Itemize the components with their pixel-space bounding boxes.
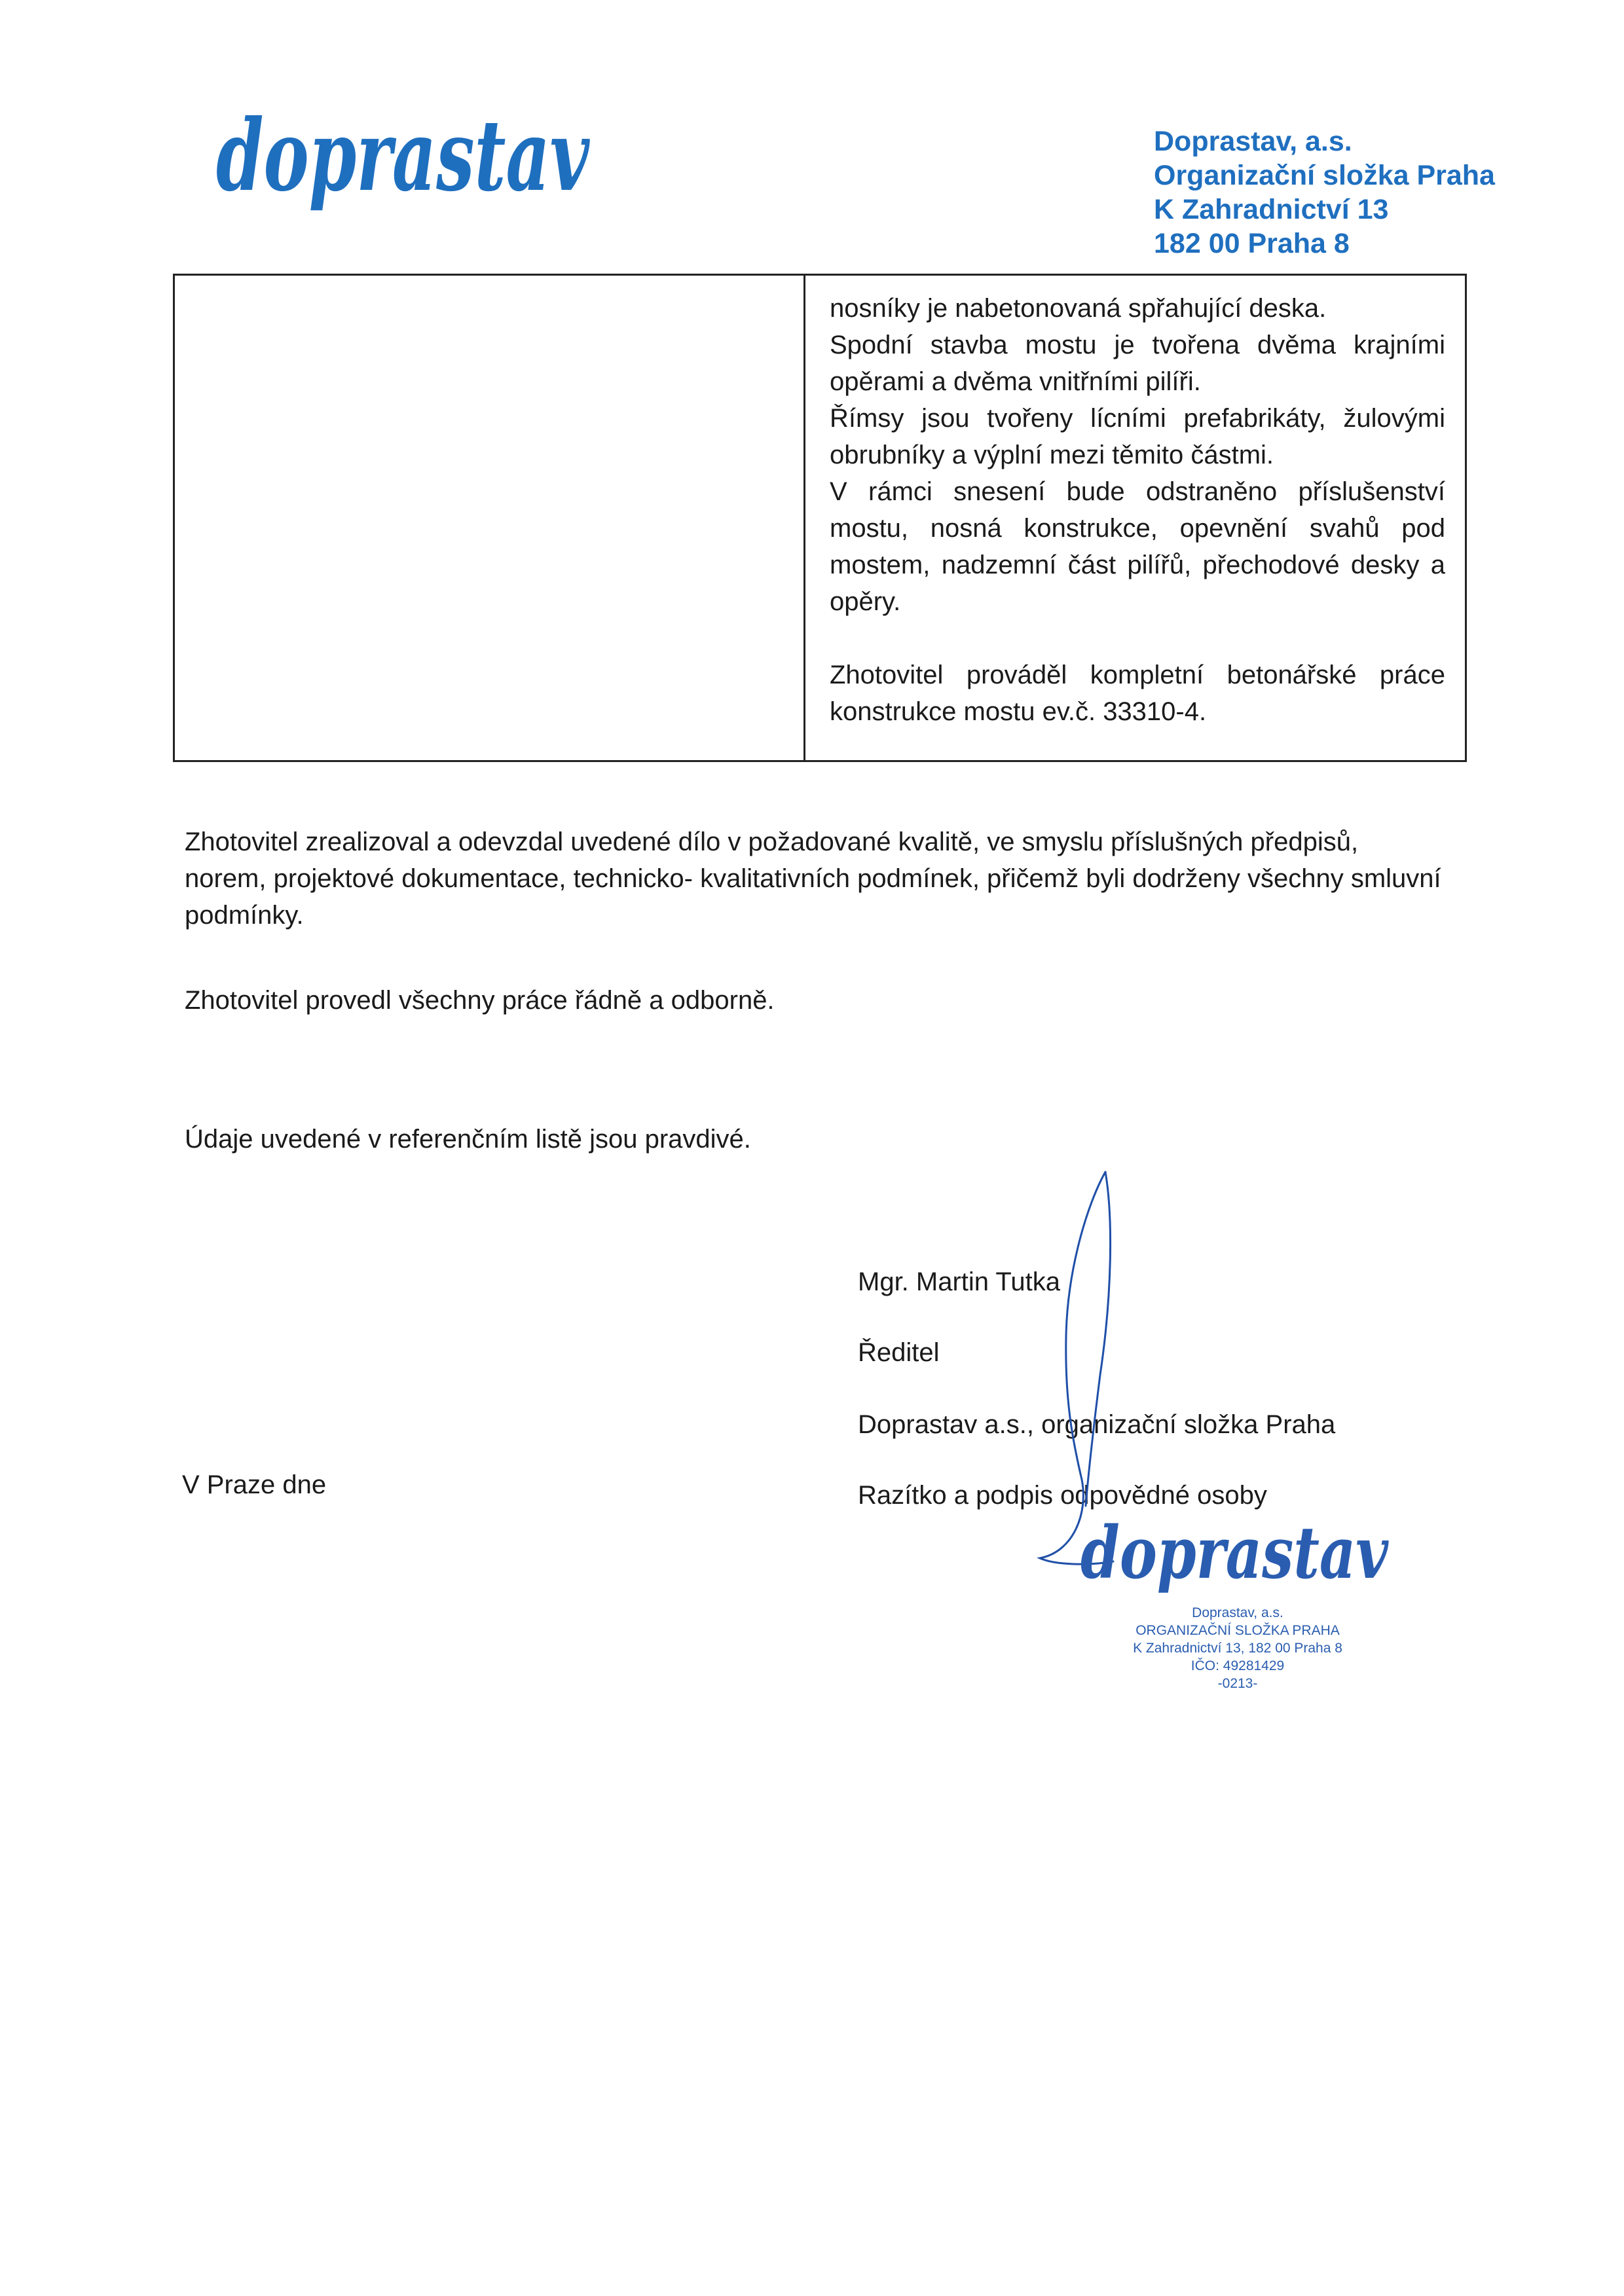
doprastav-logo xyxy=(216,92,596,229)
company-address xyxy=(1154,124,1495,261)
signatory-name: Mgr. Martin Tutka xyxy=(858,1267,1060,1296)
table-text-4: V rámci snesení bude odstraněno příslušenství mostu, nosná konstrukce, opevnění svahů pod mostem, nadzemní část pilířů, přechodové desky a opěry. xyxy=(830,477,1445,616)
signatory-organization: Doprastav a.s., organizační složka Praha xyxy=(858,1410,1336,1439)
table-text-1: nosníky je nabetonovaná spřahující deska. xyxy=(830,294,1327,323)
table-text-2: Spodní stavba mostu je tvořena dvěma krajními opěrami a dvěma vnitřními pilíři. xyxy=(830,331,1445,396)
signatory-title: Ředitel xyxy=(858,1338,940,1367)
stamp-line-5: -0213- xyxy=(1217,1676,1258,1691)
place-date: V Praze dne xyxy=(182,1470,327,1499)
stamp-line-1: Doprastav, a.s. xyxy=(1192,1605,1283,1620)
stamp-line-3: K Zahradnictví 13, 182 00 Praha 8 xyxy=(1133,1641,1342,1656)
reference-table xyxy=(173,274,1467,762)
body-paragraph-truthful: Údaje uvedené v referenčním listě jsou pravdivé. xyxy=(185,1125,751,1154)
stamp-label: Razítko a podpis odpovědné osoby xyxy=(858,1481,1267,1510)
body-paragraph-works: Zhotovitel provedl všechny práce řádně a odborně. xyxy=(185,986,775,1015)
company-street: K Zahradnictví 13 xyxy=(1154,194,1389,225)
company-branch: Organizační složka Praha xyxy=(1154,160,1495,191)
company-name: Doprastav, a.s. xyxy=(1154,126,1352,157)
body-paragraph-quality: Zhotovitel zrealizoval a odevzdal uvedené dílo v požadované kvalitě, ve smyslu příslušných předpisů, norem, projektové dokumentace, technicko- kvalitativních podmínek, přičemž byli dodrženy všechny smluvní podmínky. xyxy=(185,828,1441,930)
svg-text:doprastav: doprastav xyxy=(1080,1510,1389,1595)
company-city: 182 00 Praha 8 xyxy=(1154,228,1350,259)
table-text-3: Římsy jsou tvořeny lícními prefabrikáty, žulovými obrubníky a výplní mezi těmito částmi. xyxy=(830,404,1445,469)
table-text-5: Zhotovitel prováděl kompletní betonářské práce konstrukce mostu ev.č. 33310-4. xyxy=(830,661,1445,726)
svg-text:doprastav: doprastav xyxy=(216,98,591,213)
stamp-logo xyxy=(1080,1506,1395,1597)
table-divider xyxy=(803,276,805,760)
stamp-line-2: ORGANIZAČNÍ SLOŽKA PRAHA xyxy=(1135,1623,1340,1638)
stamp-line-4: IČO: 49281429 xyxy=(1190,1658,1285,1673)
company-stamp xyxy=(1067,1506,1408,1702)
stamp-text xyxy=(1067,1604,1408,1692)
reference-table-right-cell xyxy=(830,290,1445,730)
